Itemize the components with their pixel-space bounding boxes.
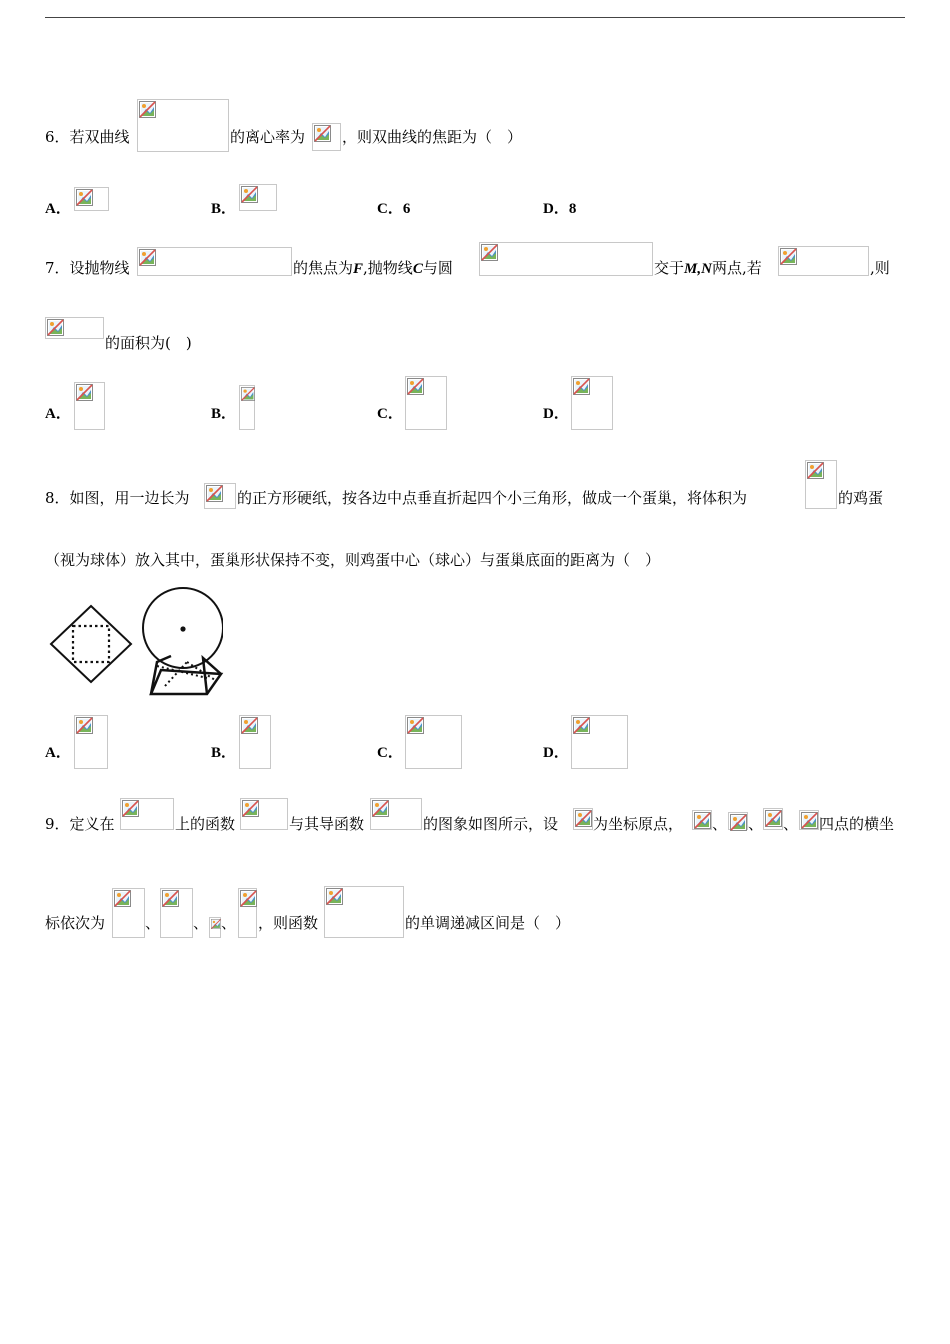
q9-stem-graph: 的图象如图所示，设 bbox=[423, 815, 559, 833]
image-icon bbox=[139, 249, 156, 266]
q7-option-c-label: C． bbox=[377, 406, 403, 422]
image-icon bbox=[780, 248, 797, 265]
image-icon bbox=[730, 814, 747, 831]
q7-parabola-equation-image bbox=[137, 247, 292, 276]
q9-separator: 、 bbox=[193, 914, 209, 932]
egg-on-nest-diagram bbox=[143, 588, 223, 694]
q6-eccentricity-image bbox=[312, 123, 341, 151]
q7-option-a-image bbox=[74, 382, 105, 430]
q9-separator: 、 bbox=[748, 815, 764, 833]
q8-side-length-image bbox=[204, 483, 236, 509]
q6-stem-mid: 的离心率为 bbox=[230, 128, 306, 146]
image-icon bbox=[694, 812, 711, 829]
q9-stem-order: 标依次为 bbox=[45, 914, 106, 932]
q8-option-d-label: D． bbox=[543, 745, 569, 761]
q7-stem-intersect: 交于M,N两点,若 bbox=[654, 259, 762, 277]
image-icon bbox=[801, 812, 818, 829]
q8-stem-egg: 的鸡蛋 bbox=[838, 489, 884, 507]
q9-domain-image bbox=[120, 798, 174, 830]
q9-separator: 、 bbox=[221, 914, 237, 932]
q9-abscissa-4-image bbox=[238, 888, 257, 938]
image-icon bbox=[407, 378, 424, 395]
image-icon bbox=[139, 101, 156, 118]
image-icon bbox=[807, 462, 824, 479]
q9-stem-then: ，则函数 bbox=[258, 914, 319, 932]
q9-separator: 、 bbox=[145, 914, 161, 932]
image-icon bbox=[326, 888, 343, 905]
q7-stem-focus: 的焦点为F,抛物线C与圆 bbox=[293, 259, 453, 277]
image-icon bbox=[372, 800, 389, 817]
q8-option-c-label: C． bbox=[377, 745, 403, 761]
image-icon bbox=[114, 890, 131, 907]
q9-abscissa-3-image bbox=[209, 917, 221, 938]
q6-stem-start: 6．若双曲线 bbox=[45, 128, 130, 146]
q9-point-c-image bbox=[763, 808, 783, 830]
q9-stem-start: 9．定义在 bbox=[45, 815, 115, 833]
q6-option-c: C．6 bbox=[377, 201, 411, 217]
q7-condition-image bbox=[778, 246, 869, 276]
folded-square-diagram bbox=[51, 606, 131, 682]
image-icon bbox=[162, 890, 179, 907]
header-rule bbox=[45, 17, 905, 18]
q9-point-a-image bbox=[692, 810, 712, 830]
q6-stem-end: ，则双曲线的焦距为（ ） bbox=[342, 128, 523, 146]
q8-option-a-image bbox=[74, 715, 108, 769]
q6-option-d: D．8 bbox=[543, 201, 577, 217]
q6-option-b-image bbox=[239, 184, 277, 211]
image-icon bbox=[211, 919, 221, 929]
image-icon bbox=[76, 189, 93, 206]
q8-option-a-label: A． bbox=[45, 745, 71, 761]
q8-stem-end: （视为球体）放入其中，蛋巢形状保持不变，则鸡蛋中心（球心）与蛋巢底面的距离为（ ） bbox=[45, 551, 661, 569]
image-icon bbox=[241, 717, 258, 734]
q6-option-b-label: B． bbox=[211, 201, 237, 217]
q7-triangle-image bbox=[45, 317, 104, 339]
q9-stem-origin: 为坐标原点， bbox=[593, 815, 684, 833]
q9-point-d-image bbox=[799, 810, 819, 830]
image-icon bbox=[122, 800, 139, 817]
image-icon bbox=[240, 890, 257, 907]
q8-option-b-image bbox=[239, 715, 271, 769]
q8-volume-image bbox=[805, 460, 837, 509]
image-icon bbox=[76, 717, 93, 734]
image-icon bbox=[573, 378, 590, 395]
q7-stem-then: ,则 bbox=[870, 259, 890, 277]
image-icon bbox=[242, 800, 259, 817]
q9-stem-derivative: 与其导函数 bbox=[289, 815, 365, 833]
q9-stem-end: 的单调递减区间是（ ） bbox=[405, 914, 571, 932]
image-icon bbox=[765, 810, 782, 827]
q9-derivative-image bbox=[370, 798, 422, 830]
image-icon bbox=[314, 125, 331, 142]
image-icon bbox=[76, 384, 93, 401]
q8-egg-nest-figure bbox=[45, 584, 225, 700]
q9-stem-abscissa: 四点的横坐 bbox=[819, 815, 895, 833]
q7-stem-start: 7．设抛物线 bbox=[45, 259, 130, 277]
q7-option-d-image bbox=[571, 376, 613, 430]
q9-separator: 、 bbox=[783, 815, 799, 833]
q7-stem-end: 的面积为( ) bbox=[105, 334, 192, 352]
q7-option-b-image bbox=[239, 385, 255, 430]
image-icon bbox=[47, 319, 64, 336]
q7-circle-equation-image bbox=[479, 242, 653, 276]
q9-origin-image bbox=[573, 808, 593, 830]
q9-separator: 、 bbox=[712, 815, 728, 833]
q8-option-d-image bbox=[571, 715, 628, 769]
q7-option-c-image bbox=[405, 376, 447, 430]
image-icon bbox=[575, 810, 592, 827]
q9-stem-function: 上的函数 bbox=[175, 815, 236, 833]
q7-option-a-label: A． bbox=[45, 406, 71, 422]
q6-option-a-image bbox=[74, 187, 109, 211]
q7-option-d-label: D． bbox=[543, 406, 569, 422]
q8-stem-start: 8．如图，用一边长为 bbox=[45, 489, 190, 507]
q7-option-b-label: B． bbox=[211, 406, 237, 422]
q9-abscissa-1-image bbox=[112, 888, 145, 938]
q9-abscissa-2-image bbox=[160, 888, 193, 938]
q8-option-c-image bbox=[405, 715, 462, 769]
image-icon bbox=[481, 244, 498, 261]
image-icon bbox=[241, 186, 258, 203]
q8-option-b-label: B． bbox=[211, 745, 237, 761]
image-icon bbox=[407, 717, 424, 734]
q9-point-b-image bbox=[728, 812, 748, 830]
q6-option-a-label: A． bbox=[45, 201, 71, 217]
q9-function-image bbox=[240, 798, 288, 830]
image-icon bbox=[206, 485, 223, 502]
q8-stem-mid: 的正方形硬纸，按各边中点垂直折起四个小三角形，做成一个蛋巢，将体积为 bbox=[237, 489, 748, 507]
image-icon bbox=[241, 387, 255, 401]
q9-composite-function-image bbox=[324, 886, 404, 938]
q6-hyperbola-equation-image bbox=[137, 99, 229, 152]
image-icon bbox=[573, 717, 590, 734]
